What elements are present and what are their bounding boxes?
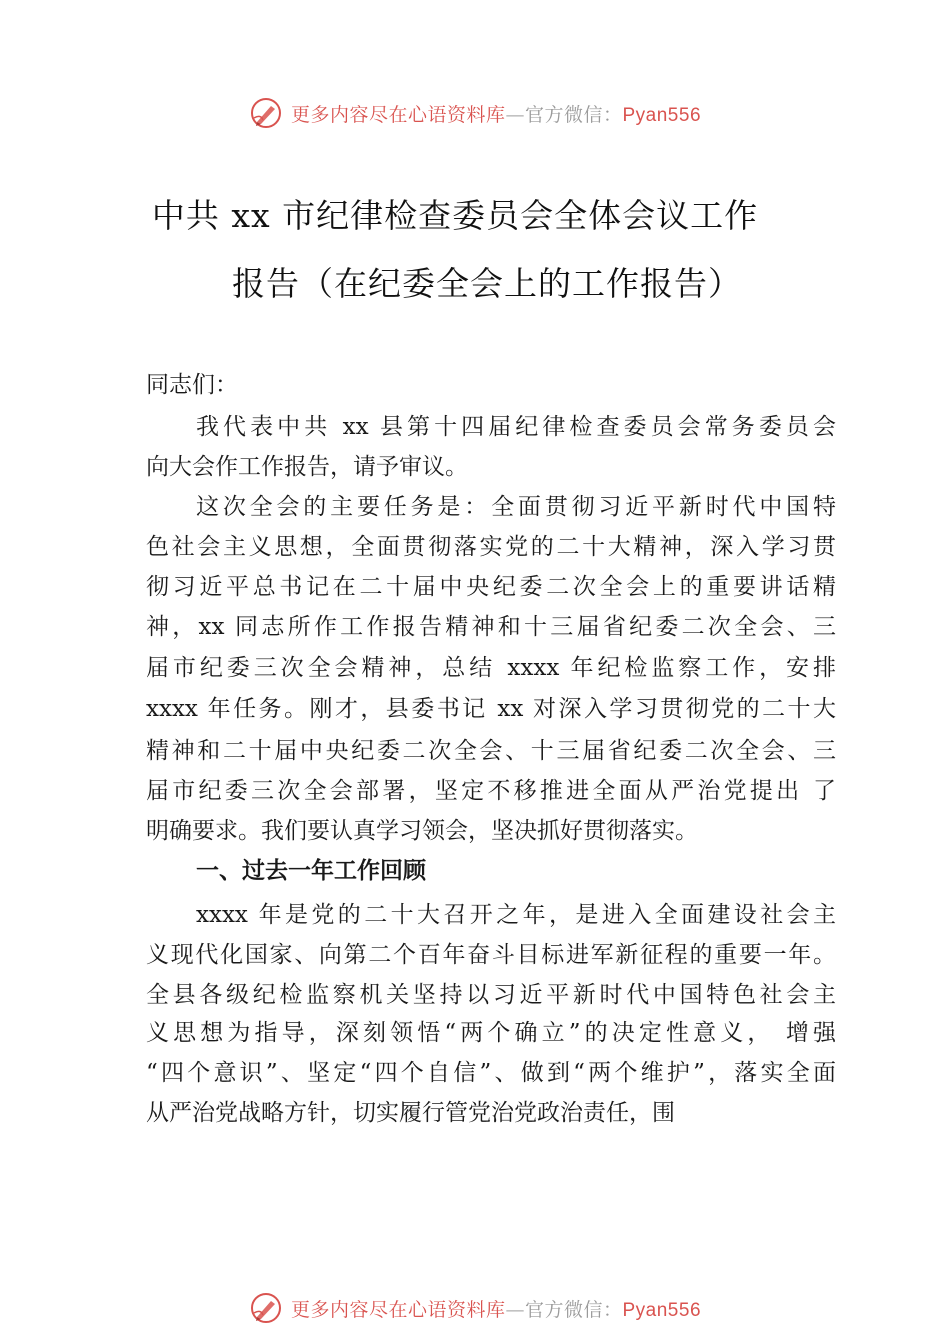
banner-separator: — xyxy=(505,1298,525,1321)
salutation: 同志们： xyxy=(146,372,238,398)
banner-main: 更多内容尽在心语资料库 xyxy=(290,103,506,126)
paragraph-line: 这次全会的主要任务是：全面贯彻习近平新时代中国特 xyxy=(196,494,836,520)
paragraph-line: 色社会主义思想，全面贯彻落实党的二十大精神，深入学习贯 xyxy=(146,534,836,560)
paragraph-line: 全县各级纪检监察机关坚持以习近平新时代中国特色社会主 xyxy=(146,982,836,1008)
banner-label: 官方微信： xyxy=(524,1298,623,1321)
banner-label: 官方微信： xyxy=(524,103,623,126)
document-title-line-1: 中共 xx 市纪律检查委员会全体会议工作 xyxy=(151,196,759,235)
banner-separator: — xyxy=(505,103,525,126)
paragraph-line: 精神和二十届中央纪委二次全会、十三届省纪委二次全会、三 xyxy=(146,738,836,764)
paragraph-line: 从严治党战略方针，切实履行管党治党政治责任，围 xyxy=(146,1100,675,1126)
paragraph-line: xxxx 年是党的二十大召开之年，是进入全面建设社会主 xyxy=(196,902,836,928)
banner-wechat-id: Pyan556 xyxy=(622,104,702,126)
banner-wechat-id: Pyan556 xyxy=(622,1299,702,1321)
footer-banner xyxy=(0,1288,950,1328)
paragraph-line: 届市纪委三次全会精神，总结 xxxx 年纪检监察工作，安排 xyxy=(146,655,836,681)
paragraph-line: 彻习近平总书记在二十届中央纪委二次全会上的重要讲话精 xyxy=(146,574,836,600)
section-heading: 一、过去一年工作回顾 xyxy=(196,858,426,884)
paragraph-line: xxxx 年任务。刚才，县委书记 xx 对深入学习贯彻党的二十大 xyxy=(146,696,836,722)
document-title-line-2: 报告（在纪委全会上的工作报告） xyxy=(232,264,742,303)
header-banner xyxy=(0,93,950,133)
paragraph-line: “四个意识”、坚定“四个自信”、做到“两个维护”，落实全面 xyxy=(146,1060,836,1086)
paragraph-line: 我代表中共 xx 县第十四届纪律检查委员会常务委员会 xyxy=(196,414,836,440)
paragraph-line: 义现代化国家、向第二个百年奋斗目标进军新征程的重要一年。 xyxy=(146,942,836,968)
banner-main: 更多内容尽在心语资料库 xyxy=(290,1298,506,1321)
pen-logo-icon xyxy=(249,96,283,130)
pen-logo-icon xyxy=(249,1291,283,1325)
paragraph-line: 届市纪委三次全会部署，坚定不移推进全面从严治党提出 了 xyxy=(146,778,836,804)
paragraph-line: 向大会作工作报告，请予审议。 xyxy=(146,454,468,480)
paragraph-line: 神，xx 同志所作工作报告精神和十三届省纪委二次全会、三 xyxy=(146,614,836,640)
paragraph-line: 义思想为指导，深刻领悟“两个确立”的决定性意义， 增强 xyxy=(146,1020,836,1046)
banner-text xyxy=(291,100,701,127)
banner-text xyxy=(291,1295,701,1322)
paragraph-line: 明确要求。我们要认真学习领会，坚决抓好贯彻落实。 xyxy=(146,818,698,844)
